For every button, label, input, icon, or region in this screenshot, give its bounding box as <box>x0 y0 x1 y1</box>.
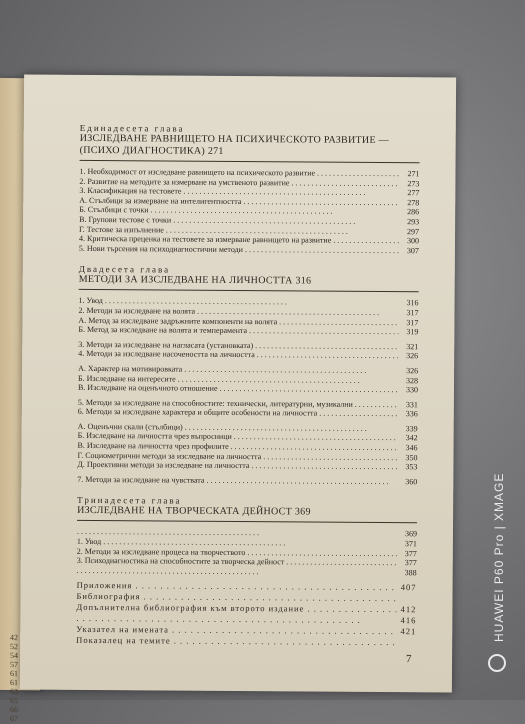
left-page-numbers <box>0 632 18 723</box>
left-page-number: 57 <box>10 660 18 670</box>
entry-page <box>396 638 416 649</box>
left-page-number: 67 <box>10 714 18 724</box>
entry-page: 300 <box>406 236 420 246</box>
entry-page: 319 <box>406 327 419 337</box>
entry-page: 321 <box>406 341 419 351</box>
left-page-number: 63 <box>10 687 18 697</box>
entry-title: 6. Методи за изследване характера и общите особености на личността . . . <box>78 407 398 419</box>
entry-title: 4. Методи за изследване насочеността на личността . . . <box>78 349 398 361</box>
page-number: 7 <box>406 653 412 666</box>
entry-title: 7. Методи за изследване на чувствата . . . <box>77 475 397 487</box>
entry-page: 328 <box>405 375 419 385</box>
entry-title: Б. Стълбици с точки . . . <box>79 205 399 217</box>
camera-watermark <box>490 462 510 672</box>
entry-title: 4. Критическа преценка на тестовете за измерване равнището на развитие . . . <box>79 234 399 246</box>
entry-page: 317 <box>406 308 419 318</box>
entry-page: 346 <box>405 443 418 453</box>
entry-title: 2. Развитие на методите за измерване на умственото развитие . . . <box>79 176 399 188</box>
camera-logo-icon <box>488 654 506 672</box>
entry-page: 317 <box>406 317 419 327</box>
entry-page: 307 <box>406 245 419 256</box>
entry-page: 353 <box>405 462 418 472</box>
entry-page: 377 <box>404 558 417 568</box>
entry-title: 3. Методи за изследване на нагласата (установката) . . . <box>78 340 398 352</box>
entry-page: 293 <box>407 217 420 227</box>
chapter-label: Двадесета глава <box>78 264 171 275</box>
entry-page <box>396 594 416 605</box>
left-page-number: 61 <box>10 669 18 679</box>
entry-title: Г. Тестове за изпълнение . . . <box>79 224 399 236</box>
entry-page: 336 <box>405 409 418 419</box>
entry-title: А. Характер на мотивировката . . . <box>78 364 398 376</box>
entry-title: Б. Метод за изследване на волята и темперамента . . . <box>78 325 398 337</box>
chapter-title: ИЗСЛЕДВАНЕ РАВНИЩЕТО НА ПСИХИЧЕСКОТО РАЗВИТИЕ — (ПСИХО ДИАГНОСТИКА) 271 <box>80 133 420 163</box>
entry-page: 421 <box>400 626 417 637</box>
entry-page: 330 <box>405 385 418 395</box>
entry-title: 3. Класификация на тестовете . . . <box>79 186 399 198</box>
entry-page: 331 <box>405 399 418 409</box>
book-page <box>20 74 456 692</box>
entry-title: А. Стълбици за измерване на интелигентността . . . <box>79 196 399 208</box>
left-page-number: 52 <box>10 642 18 652</box>
entry-title: 2. Методи за изследване процеса на творчеството . . . <box>77 547 397 559</box>
entry-page: 278 <box>407 197 420 208</box>
entry-page: 339 <box>405 424 418 434</box>
left-page-number: 54 <box>10 651 18 661</box>
entry-title: А. Оценъчни скали (стълбици) . . . <box>78 422 398 434</box>
entry-title: В. Групови тестове с точки . . . <box>79 215 399 227</box>
left-page-number: 61 <box>10 678 18 688</box>
entry-page: 416 <box>400 615 417 626</box>
entry-page: 412 <box>400 604 417 615</box>
chapter-label: Тринадесета глава <box>77 495 182 507</box>
entry-title: 3. Психодиагностика на способностите за творческа дейност . . . <box>77 556 397 568</box>
entry-page: 360 <box>405 477 418 487</box>
table-of-contents <box>76 117 420 649</box>
entry-page: 369 <box>404 529 417 539</box>
entry-page: 342 <box>405 433 418 443</box>
entry-title: В. Изследване на оценъчното отношение . . . <box>78 383 398 395</box>
chapter-label: Единадесета глава <box>79 122 185 134</box>
entry-page: 326 <box>406 366 419 376</box>
entry-title: Г. Социометрични методи за изследване на личността . . . <box>77 451 397 463</box>
entry-page: 316 <box>406 298 419 308</box>
entry-title: 2. Методи за изследване на волята . . . <box>78 306 398 318</box>
entry-title: Показалец на темите . . . <box>76 635 396 648</box>
entry-title: Б. Изследване на личността чрез въпросници . . . <box>78 431 398 443</box>
entry-page: 377 <box>404 548 417 558</box>
left-page-number: 65 <box>10 696 18 706</box>
entry-page: 388 <box>404 567 417 578</box>
entry-title: Библиография . . . <box>76 591 396 604</box>
entry-title: 5. Нови търсения на психодиагностични методи . . . <box>79 244 399 256</box>
entry-title: 1. Увод . . . <box>77 537 397 549</box>
entry-title: Приложения . . . <box>77 580 397 593</box>
watermark-text: HUAWEI P60 Pro | XMAGE <box>492 472 506 642</box>
entry-title: Б. Изследване на интересите . . . <box>78 373 398 385</box>
entry-title: Допълнителна библиография към второто издание . . . <box>76 602 396 615</box>
entry-page: 371 <box>404 539 417 549</box>
entry-page: 286 <box>407 207 420 217</box>
entry-page: 271 <box>407 169 420 179</box>
chapter-title: ИЗСЛЕДВАНЕ НА ТВОРЧЕСКАТА ДЕЙНОСТ 369 <box>77 505 417 523</box>
back-matter-entry <box>76 635 416 648</box>
left-page-number: 42 <box>10 633 18 643</box>
chapter-title: МЕТОДИ ЗА ИЗСЛЕДВАНЕ НА ЛИЧНОСТТА 316 <box>79 274 419 292</box>
entry-page: 297 <box>407 226 420 236</box>
entry-title: 1. Увод . . . <box>79 296 399 308</box>
entry-page: 407 <box>400 582 417 593</box>
entry-title: 1. Необходимост от изследване равнището на психическото развитие . . . <box>79 167 399 179</box>
entry-page: 326 <box>406 351 419 361</box>
entry-title: Д. Проективни методи за изследване на личността . . . <box>77 460 397 472</box>
entry-title: А. Метод за изследване задръжните компоненти на волята . . . <box>78 315 398 327</box>
entry-title: 5. Методи за изследване на способностите: технически, литературни, музикални . . . <box>78 398 398 410</box>
left-page-number: 66 <box>10 705 18 715</box>
entry-page: 277 <box>407 188 420 198</box>
entry-page: 350 <box>405 452 418 462</box>
entry-page: 273 <box>407 178 420 188</box>
entry-title: В. Изследване на личността чрез профилите . . . <box>78 441 398 453</box>
entry-title: Указател на имената . . . <box>76 624 396 637</box>
